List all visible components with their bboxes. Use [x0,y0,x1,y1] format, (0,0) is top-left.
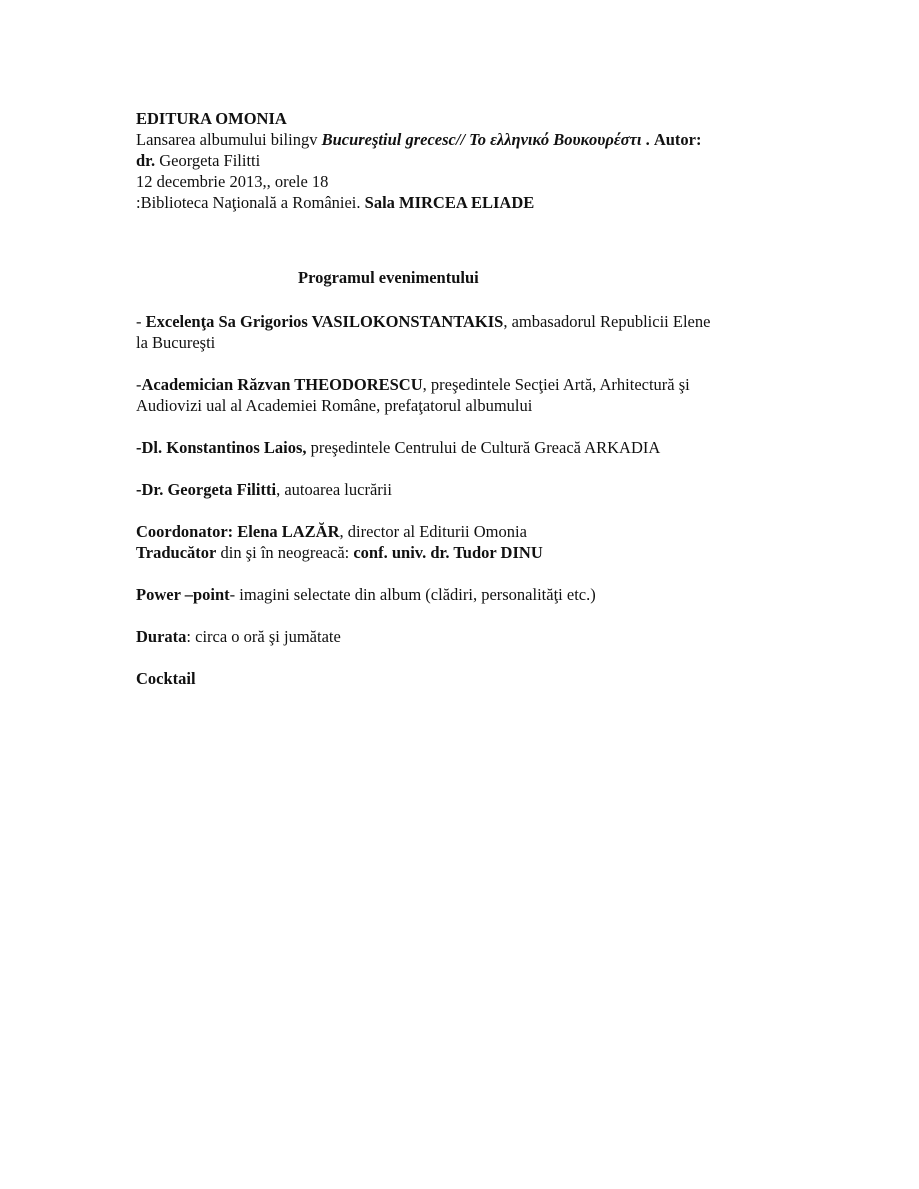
speaker-prefix: - [136,312,146,331]
coordinator-role: , director al Editurii Omonia [339,522,527,541]
speaker-role: , ambasadorul Republicii Elene [503,312,711,331]
author-label: . Autor: [641,130,702,149]
translator-name: conf. univ. dr. Tudor DINU [353,543,543,562]
coordinator-label: Coordonator: Elena LAZĂR [136,522,340,541]
translator-label: Traducător [136,543,217,562]
speaker-role-cont: Audiovizi ual al Academiei Române, prefaţatorul albumului [136,396,533,415]
powerpoint-text: - imagini selectate din album (clădiri, personalităţi etc.) [229,585,596,604]
duration-line [136,626,796,647]
venue-hall: Sala MIRCEA ELIADE [364,193,535,212]
speaker-item [136,374,796,416]
coordinator-line [136,521,796,542]
publisher-heading: EDITURA OMONIA [136,109,287,128]
author-title: dr. [136,151,156,170]
date-line: 12 decembrie 2013,, orele 18 [136,172,329,191]
speaker-name: Excelenţa Sa Grigorios VASILOKONSTANTAKIS [145,312,504,331]
duration-text: : circa o oră şi jumătate [186,627,341,646]
speaker-role: preşedintele Centrului de Cultură Greacă ARKADIA [306,438,661,457]
translator-middle: din şi în neogreacă: [216,543,354,562]
author-name: Georgeta Filitti [155,151,261,170]
speaker-name: Academician Răzvan THEODORESCU [141,375,423,394]
translator-line [136,542,796,563]
document-page [136,108,796,689]
speaker-item [136,437,796,458]
program-title: Programul evenimentului [298,268,479,287]
speaker-role: , autoarea lucrării [276,480,392,499]
author-line [136,150,796,171]
launch-line [136,129,796,150]
closing-item: Cocktail [136,669,196,688]
speaker-role-cont: la Bucureşti [136,333,216,352]
speaker-name: -Dl. Konstantinos Laios, [136,438,307,457]
speaker-role: , preşedintele Secţiei Artă, Arhitectură şi [422,375,690,394]
speaker-name: -Dr. Georgeta Filitti [136,480,277,499]
speaker-item [136,311,796,353]
venue-prefix: :Biblioteca Naţională a României. [136,193,365,212]
launch-prefix: Lansarea albumului bilingv [136,130,322,149]
album-title: Bucureştiul grecesc// Το ελληνικό Βουκουρέστι [321,130,642,149]
powerpoint-label: Power –point [136,585,230,604]
speaker-item [136,479,796,500]
duration-label: Durata [136,627,187,646]
speaker-prefix: - [136,375,142,394]
powerpoint-line [136,584,796,605]
venue-line [136,192,796,213]
coordinator-block [136,521,796,563]
